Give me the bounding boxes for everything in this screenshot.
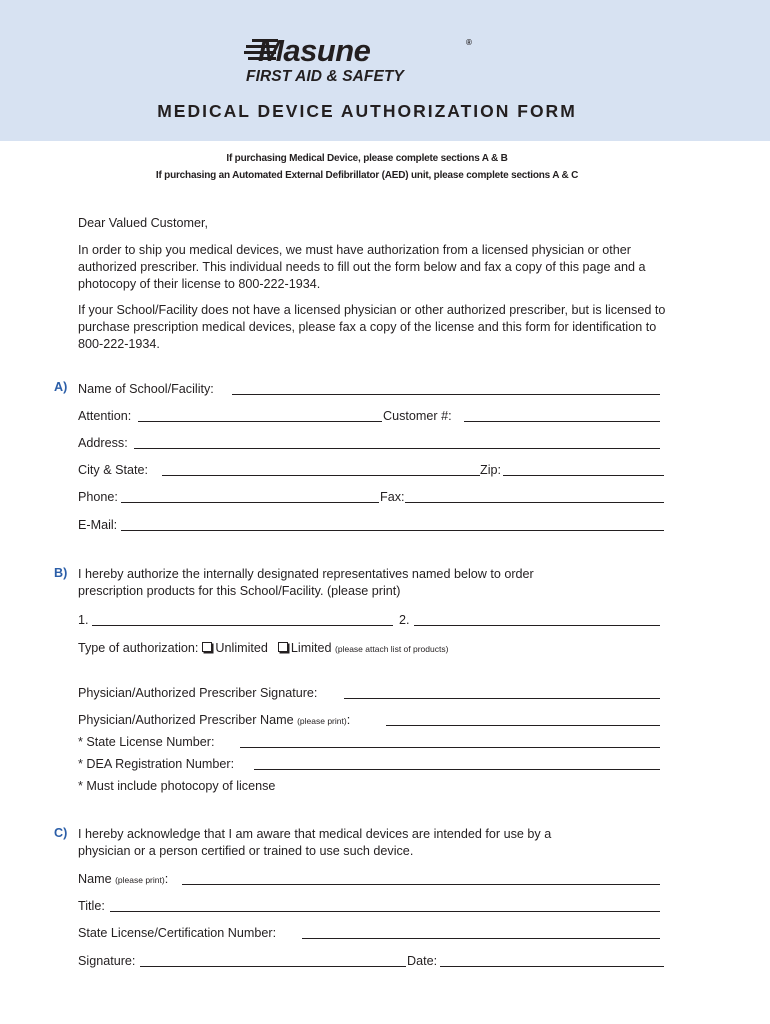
prescriber-signature-label: Physician/Authorized Prescriber Signature:: [78, 686, 318, 700]
attention-line[interactable]: [138, 421, 382, 422]
address-line[interactable]: [134, 448, 660, 449]
prescriber-name-line[interactable]: [386, 725, 660, 726]
section-c-intro-1: I hereby acknowledge that I am aware that medical devices are intended for use by a: [78, 827, 552, 841]
unlimited-label: Unlimited: [215, 641, 268, 655]
greeting: Dear Valued Customer,: [78, 216, 208, 230]
c-name-line[interactable]: [182, 884, 660, 885]
address-label: Address:: [78, 436, 128, 450]
section-c-letter: C): [54, 826, 68, 840]
attention-label: Attention:: [78, 409, 132, 423]
section-b-intro-1: I hereby authorize the internally designated representatives named below to order: [78, 567, 534, 581]
c-title-line[interactable]: [110, 911, 660, 912]
city-state-line[interactable]: [162, 475, 480, 476]
prescriber-name-label: Physician/Authorized Prescriber Name (please print):: [78, 713, 351, 727]
section-b-letter: B): [54, 566, 68, 580]
c-date-line[interactable]: [440, 966, 664, 967]
phone-label: Phone:: [78, 490, 118, 504]
dea-registration-line[interactable]: [254, 769, 660, 770]
email-line[interactable]: [121, 530, 664, 531]
c-signature-label: Signature:: [78, 954, 136, 968]
letter-paragraph-1: In order to ship you medical devices, we must have authorization from a licensed physician or other authorized prescriber. This individual needs to fill out the form below and fax a copy of this page and a photocopy of their license to 800-222-1934.: [78, 243, 646, 292]
zip-label: Zip:: [480, 463, 501, 477]
limited-label: Limited: [290, 641, 332, 655]
dea-registration-label: * DEA Registration Number:: [78, 757, 235, 771]
prescriber-signature-line[interactable]: [344, 698, 660, 699]
form-title: MEDICAL DEVICE AUTHORIZATION FORM: [157, 101, 577, 121]
state-license-label: * State License Number:: [78, 735, 215, 749]
section-a-letter: A): [54, 380, 68, 394]
rep-2-label: 2.: [399, 613, 410, 627]
customer-number-line[interactable]: [464, 421, 660, 422]
unlimited-checkbox[interactable]: [202, 642, 212, 652]
school-facility-label: Name of School/Facility:: [78, 382, 214, 396]
section-b-intro-2: prescription products for this School/Facility. (please print): [78, 584, 401, 598]
rep-1-label: 1.: [78, 613, 89, 627]
limited-note: (please attach list of products): [335, 644, 449, 654]
limited-checkbox[interactable]: [278, 642, 288, 652]
rep-1-line[interactable]: [92, 625, 393, 626]
instruction-line-2: If purchasing an Automated External Defibrillator (AED) unit, please complete sections A & C: [155, 170, 579, 181]
school-facility-line[interactable]: [232, 394, 660, 395]
rep-2-line[interactable]: [414, 625, 660, 626]
masune-logo: [244, 34, 476, 90]
fax-label: Fax:: [380, 490, 405, 504]
c-license-label: State License/Certification Number:: [78, 926, 277, 940]
c-name-label: Name (please print):: [78, 872, 169, 886]
customer-number-label: Customer #:: [383, 409, 452, 423]
c-signature-line[interactable]: [140, 966, 406, 967]
city-state-label: City & State:: [78, 463, 148, 477]
c-date-label: Date:: [407, 954, 438, 968]
logo-subtitle: FIRST AID & SAFETY: [246, 68, 404, 85]
state-license-line[interactable]: [240, 747, 660, 748]
prescriber-name-note: (please print): [297, 716, 347, 726]
c-name-note: (please print): [115, 875, 165, 885]
c-license-line[interactable]: [302, 938, 660, 939]
section-c-intro-2: physician or a person certified or trained to use such device.: [78, 844, 414, 858]
authorization-type-label: Type of authorization:: [78, 641, 199, 655]
instruction-line-1: If purchasing Medical Device, please complete sections A & B: [226, 153, 508, 164]
email-label: E-Mail:: [78, 518, 118, 532]
authorization-type-row: [78, 640, 448, 659]
photocopy-note: * Must include photocopy of license: [78, 779, 276, 793]
fax-line[interactable]: [405, 502, 664, 503]
letter-paragraph-2: If your School/Facility does not have a licensed physician or other authorized prescriber, but is licensed to purchase prescription medical devices, please fax a copy of the license and this form for identification to 800-222-1934.: [78, 303, 666, 352]
phone-line[interactable]: [121, 502, 379, 503]
zip-line[interactable]: [503, 475, 664, 476]
logo-registered-mark: ®: [466, 38, 472, 47]
logo-name: Masune: [258, 33, 371, 68]
c-title-label: Title:: [78, 899, 105, 913]
